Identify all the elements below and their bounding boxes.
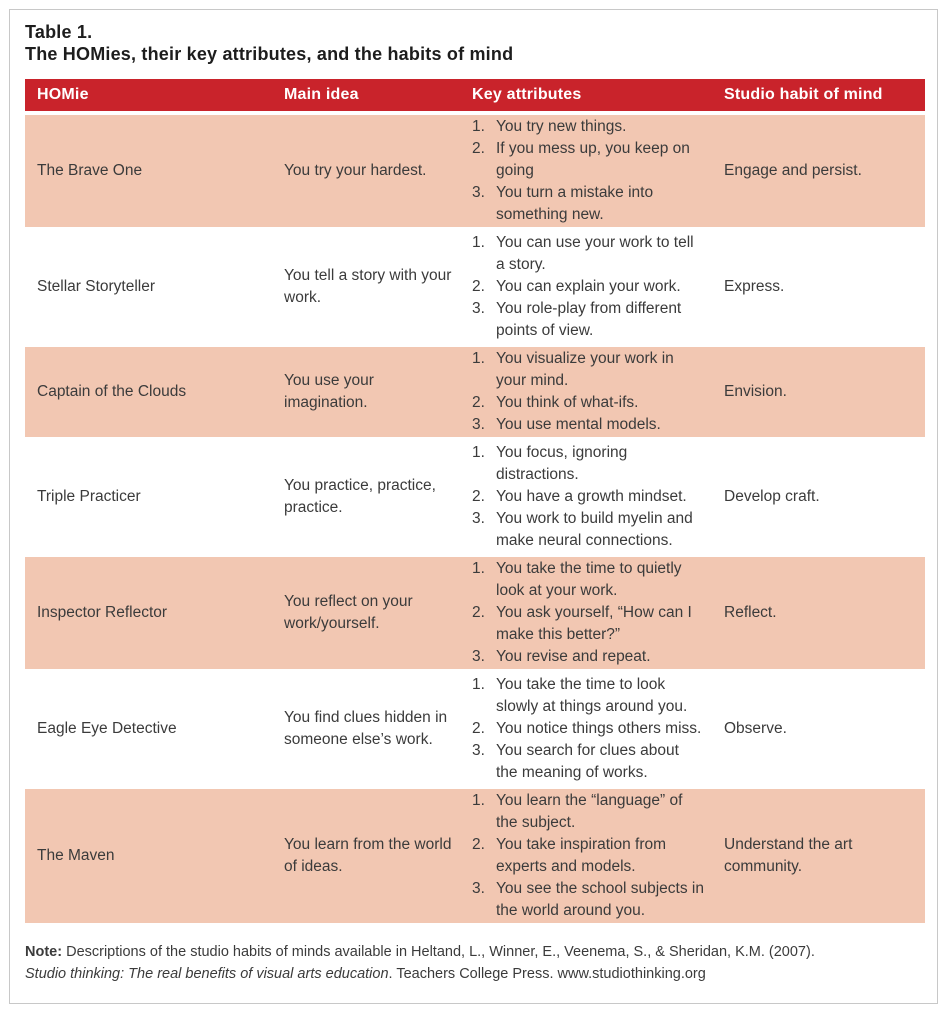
attribute-text: You work to build myelin and make neural connections. [496,510,693,549]
homie-cell: Eagle Eye Detective [25,673,272,785]
homies-table [25,75,925,927]
attribute-number: 1. [472,792,485,809]
homie-cell: The Brave One [25,115,272,227]
studio-habit-cell: Understand the art community. [712,789,925,923]
attribute-number: 2. [472,604,485,621]
attribute-text: You take the time to look slowly at things around you. [496,676,688,715]
key-attributes-cell [460,789,712,923]
attribute-item [472,442,704,486]
table-row [25,557,925,669]
table-row [25,441,925,553]
table-row [25,789,925,923]
homie-cell: Stellar Storyteller [25,231,272,343]
attribute-text: You visualize your work in your mind. [496,350,674,389]
main-idea-cell: You try your hardest. [272,115,460,227]
attribute-number: 3. [472,300,485,317]
attribute-item [472,486,704,508]
page-frame [9,9,938,1004]
main-idea-cell: You tell a story with your work. [272,231,460,343]
attribute-text: You notice things others miss. [496,720,702,737]
main-idea-cell: You find clues hidden in someone else’s work. [272,673,460,785]
table-row [25,115,925,227]
attribute-number: 3. [472,742,485,759]
attribute-text: You revise and repeat. [496,648,651,665]
attribute-text: You see the school subjects in the world around you. [496,880,704,919]
attribute-text: You think of what-ifs. [496,394,639,411]
column-header-studio-habit: Studio habit of mind [712,79,925,111]
attribute-number: 2. [472,140,485,157]
attribute-number: 1. [472,444,485,461]
note-line-1 [25,941,917,963]
attribute-item [472,414,704,436]
attribute-text: You take the time to quietly look at your work. [496,560,682,599]
studio-habit-cell: Reflect. [712,557,925,669]
attribute-item [472,878,704,922]
attribute-text: You have a growth mindset. [496,488,687,505]
attribute-number: 3. [472,880,485,897]
column-header-key-attributes: Key attributes [460,79,712,111]
key-attributes-cell [460,347,712,437]
attribute-number: 2. [472,278,485,295]
attribute-item [472,834,704,878]
attribute-item [472,182,704,226]
attribute-item [472,674,704,718]
key-attributes-cell [460,231,712,343]
attribute-item [472,558,704,602]
attribute-number: 1. [472,234,485,251]
table-row [25,231,925,343]
attribute-text: You search for clues about the meaning of works. [496,742,679,781]
homie-cell: The Maven [25,789,272,923]
studio-habit-cell: Envision. [712,347,925,437]
attribute-text: You can explain your work. [496,278,681,295]
homie-cell: Triple Practicer [25,441,272,553]
table-row [25,347,925,437]
attribute-text: You learn the “language” of the subject. [496,792,683,831]
attribute-item [472,232,704,276]
column-header-main-idea: Main idea [272,79,460,111]
studio-habit-cell: Express. [712,231,925,343]
attribute-item [472,790,704,834]
attribute-text: You can use your work to tell a story. [496,234,694,273]
attribute-item [472,740,704,784]
attribute-text: If you mess up, you keep on going [496,140,690,179]
attribute-number: 3. [472,510,485,527]
main-idea-cell: You practice, practice, practice. [272,441,460,553]
attribute-number: 2. [472,836,485,853]
attribute-number: 1. [472,560,485,577]
attribute-item [472,392,704,414]
attribute-text: You take inspiration from experts and models. [496,836,667,875]
attribute-text: You focus, ignoring distractions. [496,444,628,483]
note-text: Descriptions of the studio habits of minds available in Heltand, L., Winner, E., Veenema, S., & Sheridan, K.M. (2007). [62,944,815,960]
attribute-number: 1. [472,118,485,135]
attribute-number: 1. [472,350,485,367]
key-attributes-cell [460,441,712,553]
key-attributes-cell [460,115,712,227]
attribute-item [472,116,704,138]
attribute-item [472,646,704,668]
attribute-text: You role-play from different points of view. [496,300,682,339]
attribute-text: You ask yourself, “How can I make this better?” [496,604,692,643]
attribute-item [472,298,704,342]
attribute-number: 2. [472,394,485,411]
studio-habit-cell: Observe. [712,673,925,785]
main-idea-cell: You reflect on your work/yourself. [272,557,460,669]
main-idea-cell: You use your imagination. [272,347,460,437]
column-header-homie: HOMie [25,79,272,111]
table-number: Table 1. [25,22,93,42]
attribute-number: 1. [472,676,485,693]
attribute-number: 3. [472,416,485,433]
attribute-text: You try new things. [496,118,627,135]
attribute-item [472,276,704,298]
note-label: Note: [25,944,63,960]
attribute-item [472,602,704,646]
homie-cell: Inspector Reflector [25,557,272,669]
note-citation-title: Studio thinking: The real benefits of visual arts education [25,966,389,982]
table-header-row [25,79,925,111]
key-attributes-cell [460,557,712,669]
studio-habit-cell: Develop craft. [712,441,925,553]
table-title [25,21,937,65]
attribute-number: 3. [472,184,485,201]
table-caption: The HOMies, their key attributes, and the habits of mind [25,44,514,64]
attribute-number: 2. [472,720,485,737]
key-attributes-cell [460,673,712,785]
homie-cell: Captain of the Clouds [25,347,272,437]
main-idea-cell: You learn from the world of ideas. [272,789,460,923]
attribute-item [472,718,704,740]
attribute-item [472,508,704,552]
attribute-item [472,348,704,392]
attribute-text: You turn a mistake into something new. [496,184,654,223]
attribute-text: You use mental models. [496,416,661,433]
table-row [25,673,925,785]
table-note [25,941,917,985]
studio-habit-cell: Engage and persist. [712,115,925,227]
note-line-2 [25,963,917,985]
note-citation-rest: . Teachers College Press. www.studiothinking.org [388,966,706,982]
attribute-number: 2. [472,488,485,505]
attribute-item [472,138,704,182]
attribute-number: 3. [472,648,485,665]
